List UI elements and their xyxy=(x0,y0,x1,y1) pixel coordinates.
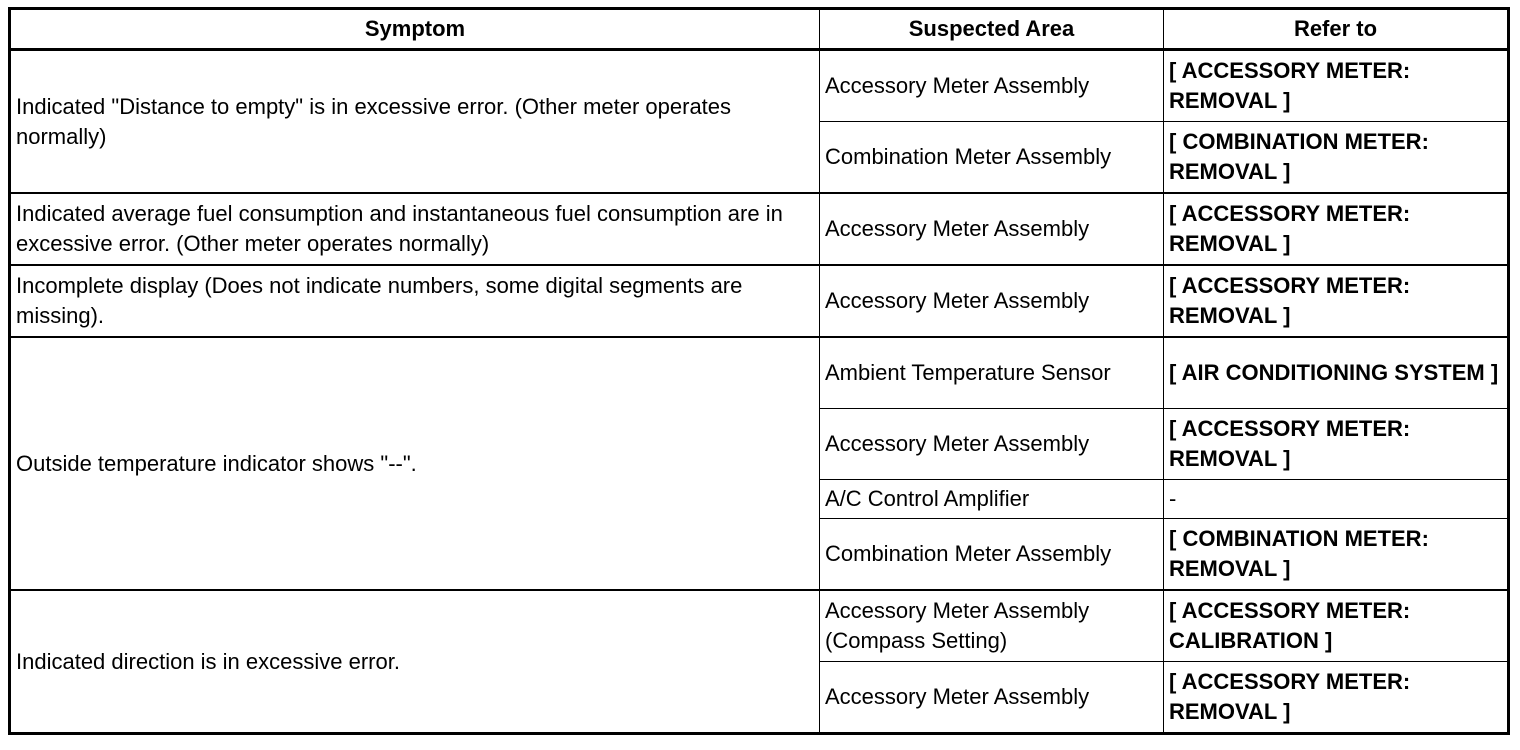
refer-to-cell: [ ACCESSORY METER: REMOVAL ] xyxy=(1164,193,1509,265)
header-symptom: Symptom xyxy=(10,9,820,50)
table-row xyxy=(10,265,1509,337)
suspected-area-cell: Combination Meter Assembly xyxy=(820,122,1164,194)
refer-to-cell: [ ACCESSORY METER: REMOVAL ] xyxy=(1164,409,1509,480)
suspected-area-cell: Accessory Meter Assembly xyxy=(820,409,1164,480)
symptom-cell: Indicated "Distance to empty" is in excessive error. (Other meter operates normally) xyxy=(10,50,820,194)
suspected-area-cell: Accessory Meter Assembly xyxy=(820,265,1164,337)
suspected-area-cell: Accessory Meter Assembly xyxy=(820,193,1164,265)
suspected-area-cell: Combination Meter Assembly xyxy=(820,519,1164,591)
symptom-group xyxy=(10,337,1509,590)
symptom-cell: Indicated direction is in excessive error. xyxy=(10,590,820,734)
suspected-area-cell: Ambient Temperature Sensor xyxy=(820,337,1164,409)
table-row xyxy=(10,590,1509,662)
header-refer-to: Refer to xyxy=(1164,9,1509,50)
table-row xyxy=(10,337,1509,409)
table-row xyxy=(10,50,1509,122)
suspected-area-cell: Accessory Meter Assembly xyxy=(820,662,1164,734)
refer-to-cell: [ COMBINATION METER: REMOVAL ] xyxy=(1164,122,1509,194)
refer-to-cell: [ ACCESSORY METER: REMOVAL ] xyxy=(1164,50,1509,122)
refer-to-cell: [ ACCESSORY METER: REMOVAL ] xyxy=(1164,662,1509,734)
header-suspected-area: Suspected Area xyxy=(820,9,1164,50)
refer-to-cell: [ ACCESSORY METER: REMOVAL ] xyxy=(1164,265,1509,337)
table-row xyxy=(10,193,1509,265)
refer-to-cell: - xyxy=(1164,480,1509,519)
header-row xyxy=(10,9,1509,50)
symptom-group xyxy=(10,590,1509,734)
troubleshooting-table xyxy=(8,7,1510,735)
symptom-group xyxy=(10,193,1509,265)
suspected-area-cell: Accessory Meter Assembly xyxy=(820,50,1164,122)
suspected-area-cell: Accessory Meter Assembly (Compass Setting) xyxy=(820,590,1164,662)
symptom-cell: Incomplete display (Does not indicate numbers, some digital segments are missing). xyxy=(10,265,820,337)
symptom-group xyxy=(10,50,1509,194)
refer-to-cell: [ AIR CONDITIONING SYSTEM ] xyxy=(1164,337,1509,409)
suspected-area-cell: A/C Control Amplifier xyxy=(820,480,1164,519)
symptom-cell: Outside temperature indicator shows "--". xyxy=(10,337,820,590)
table-header xyxy=(10,9,1509,50)
troubleshooting-table-wrapper xyxy=(8,7,1510,735)
refer-to-cell: [ ACCESSORY METER: CALIBRATION ] xyxy=(1164,590,1509,662)
symptom-cell: Indicated average fuel consumption and instantaneous fuel consumption are in excessive error. (Other meter operates normally) xyxy=(10,193,820,265)
refer-to-cell: [ COMBINATION METER: REMOVAL ] xyxy=(1164,519,1509,591)
symptom-group xyxy=(10,265,1509,337)
